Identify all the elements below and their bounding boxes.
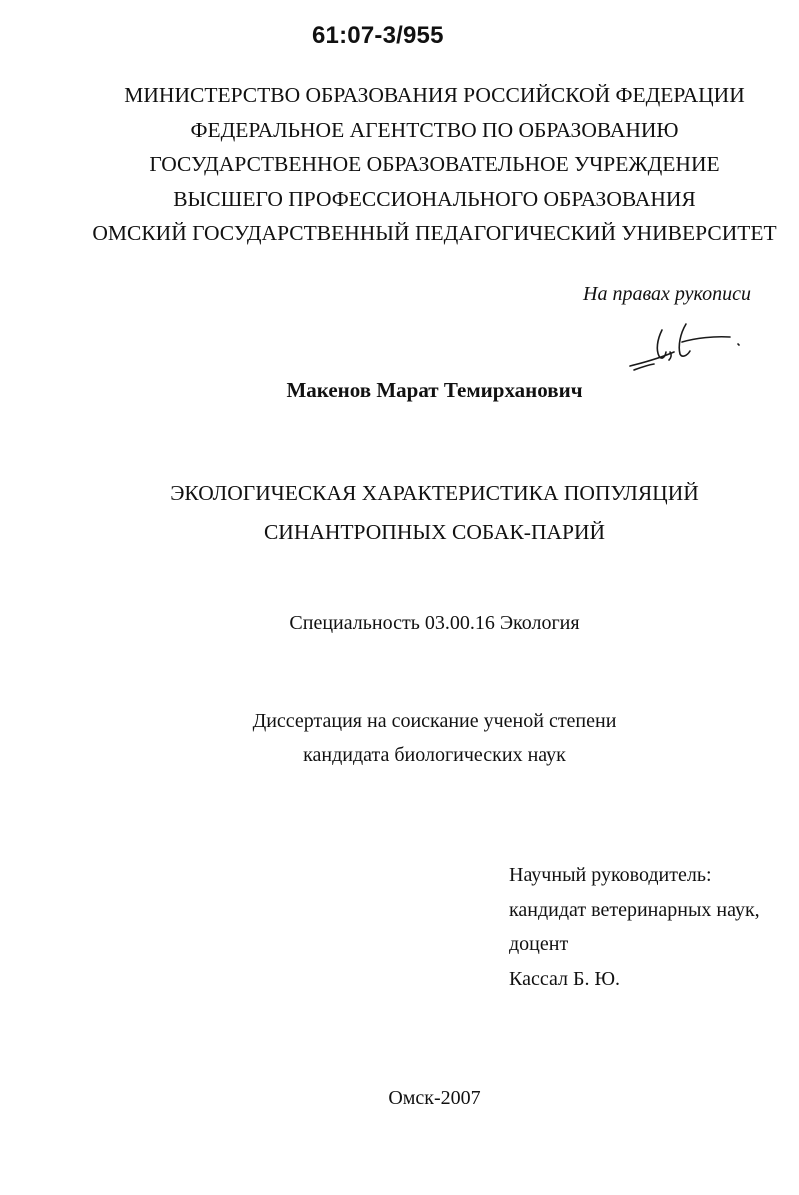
header-line-agency: ФЕДЕРАЛЬНОЕ АГЕНТСТВО ПО ОБРАЗОВАНИЮ — [190, 117, 679, 142]
header-line-education-level: ВЫСШЕГО ПРОФЕССИОНАЛЬНОГО ОБРАЗОВАНИЯ — [173, 186, 696, 211]
supervisor-degree: кандидат ветеринарных наук, — [509, 898, 760, 921]
signature-icon — [626, 318, 746, 374]
title-line-1: ЭКОЛОГИЧЕСКАЯ ХАРАКТЕРИСТИКА ПОПУЛЯЦИЙ — [170, 481, 699, 505]
dissertation-title — [0, 474, 799, 552]
supervisor-label: Научный руководитель: — [509, 864, 712, 886]
degree-line-2: кандидата биологических наук — [303, 744, 566, 766]
supervisor-block — [509, 858, 760, 996]
specialty: Специальность 03.00.16 Экология — [289, 612, 580, 634]
degree-statement — [0, 704, 799, 772]
catalog-code: 61:07-3/955 — [312, 22, 444, 49]
header-line-ministry: МИНИСТЕРСТВО ОБРАЗОВАНИЯ РОССИЙСКОЙ ФЕДЕРАЦИИ — [124, 83, 745, 107]
institution-header — [0, 78, 799, 251]
city-year: Омск-2007 — [388, 1087, 481, 1109]
header-line-institution-type: ГОСУДАРСТВЕННОЕ ОБРАЗОВАТЕЛЬНОЕ УЧРЕЖДЕНИЕ — [149, 152, 720, 176]
degree-line-1: Диссертация на соискание ученой степени — [252, 710, 617, 732]
supervisor-rank: доцент — [509, 933, 569, 955]
header-line-university: ОМСКИЙ ГОСУДАРСТВЕННЫЙ ПЕДАГОГИЧЕСКИЙ УНИВЕРСИТЕТ — [92, 221, 777, 245]
author-name: Макенов Марат Темирханович — [286, 378, 583, 402]
manuscript-note: На правах рукописи — [583, 283, 751, 305]
title-line-2: СИНАНТРОПНЫХ СОБАК-ПАРИЙ — [263, 520, 606, 544]
supervisor-name: Кассал Б. Ю. — [509, 967, 621, 990]
